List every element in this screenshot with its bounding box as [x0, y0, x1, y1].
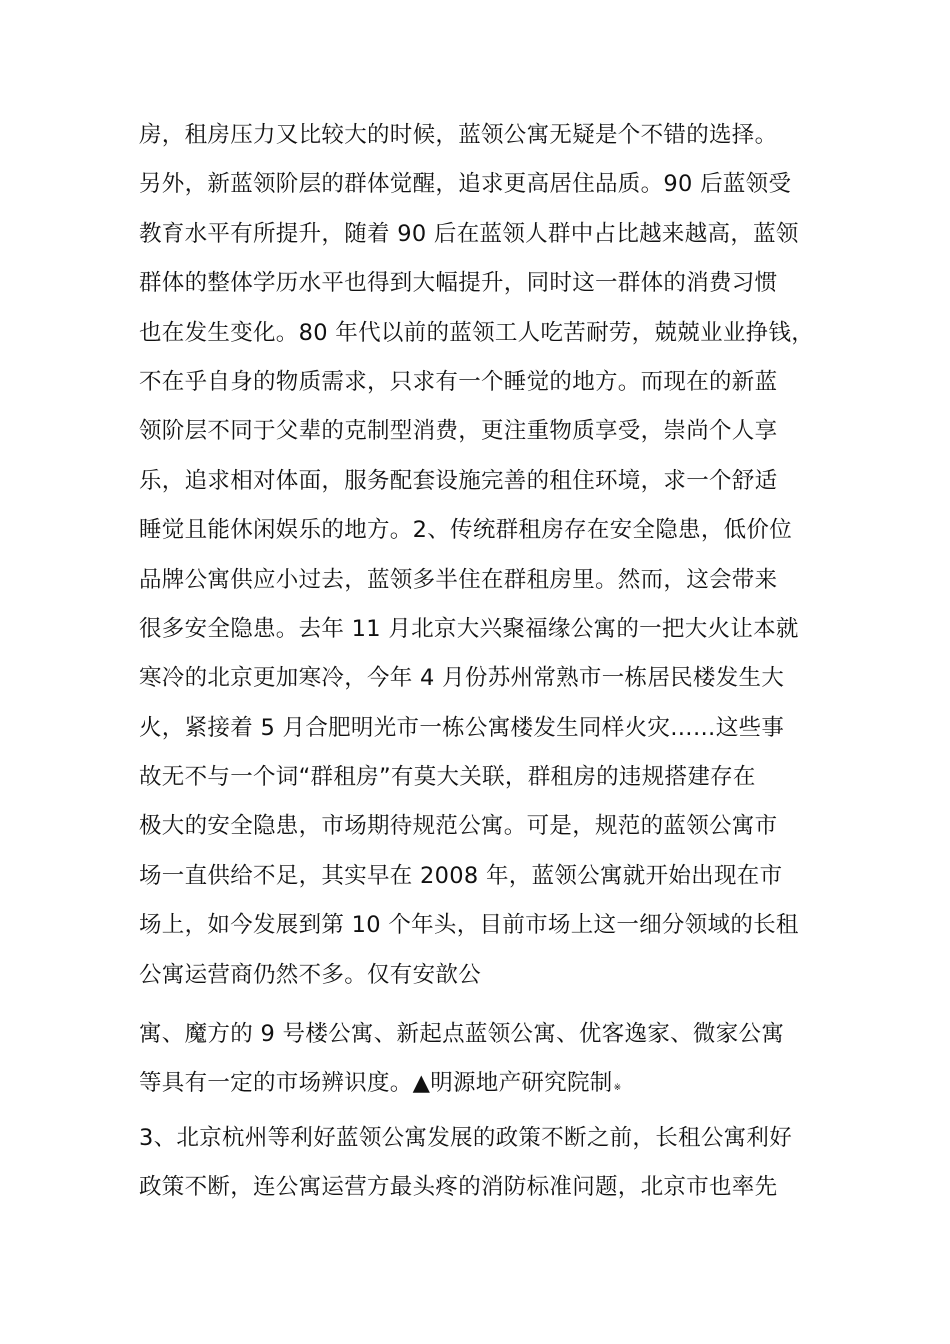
text-line: 等具有一定的市场辨识度。▲明源地产研究院制 — [139, 1070, 613, 1097]
text-line: 场一直供给不足，其实早在 2008 年，蓝领公寓就开始出现在市 — [139, 862, 783, 889]
text-line: 公寓运营商仍然不多。仅有安歆公 — [139, 961, 482, 988]
text-line: 极大的安全隐患，市场期待规范公寓。可是，规范的蓝领公寓市 — [139, 813, 778, 840]
footnote-marker: ※ — [613, 1083, 622, 1094]
text-line: 政策不断，连公寓运营方最头疼的消防标准问题，北京市也率先 — [139, 1174, 778, 1201]
text-line: 不在乎自身的物质需求，只求有一个睡觉的地方。而现在的新蓝 — [139, 368, 778, 395]
text-line: 3、北京杭州等利好蓝领公寓发展的政策不断之前，长租公寓利好 — [139, 1125, 793, 1151]
text-line: 场上，如今发展到第 10 个年头，目前市场上这一细分领域的长租 — [139, 912, 799, 939]
text-line: 火，紧接着 5 月合肥明光市一栋公寓楼发生同样火灾……这些事 — [139, 714, 785, 741]
text-line: 很多安全隐患。去年 11 月北京大兴聚福缘公寓的一把大火让本就 — [139, 615, 799, 642]
paragraph-policy — [139, 1114, 819, 1213]
text-line: 品牌公寓供应小过去，蓝领多半住在群租房里。然而，这会带来 — [139, 566, 778, 593]
text-line: 寒冷的北京更加寒冷，今年 4 月份苏州常熟市一栋居民楼发生大 — [139, 665, 785, 692]
text-line: 另外，新蓝领阶层的群体觉醒，追求更高居住品质。90 后蓝领受 — [139, 171, 792, 198]
text-line: 寓、魔方的 9 号楼公寓、新起点蓝领公寓、优客逸家、微家公寓 — [139, 1021, 785, 1047]
paragraph-main — [139, 111, 819, 1000]
text-line: 群体的整体学历水平也得到大幅提升，同时这一群体的消费习惯 — [139, 270, 778, 297]
text-line: 领阶层不同于父辈的克制型消费，更注重物质享受，崇尚个人享 — [139, 418, 778, 445]
text-line: 乐，追求相对体面，服务配套设施完善的租住环境，求一个舒适 — [139, 467, 778, 494]
text-line: 故无不与一个词“群租房”有莫大关联，群租房的违规搭建存在 — [139, 764, 756, 791]
text-line: 睡觉且能休闲娱乐的地方。2、传统群租房存在安全隐患，低价位 — [139, 517, 793, 544]
paragraph-brands — [139, 1010, 819, 1109]
text-line-with-marker — [139, 1059, 819, 1108]
text-line: 教育水平有所提升，随着 90 后在蓝领人群中占比越来越高，蓝领 — [139, 220, 799, 247]
text-line: 房，租房压力又比较大的时候，蓝领公寓无疑是个不错的选择。 — [139, 122, 778, 148]
text-line: 也在发生变化。80 年代以前的蓝领工人吃苦耐劳，兢兢业业挣钱， — [139, 319, 815, 346]
